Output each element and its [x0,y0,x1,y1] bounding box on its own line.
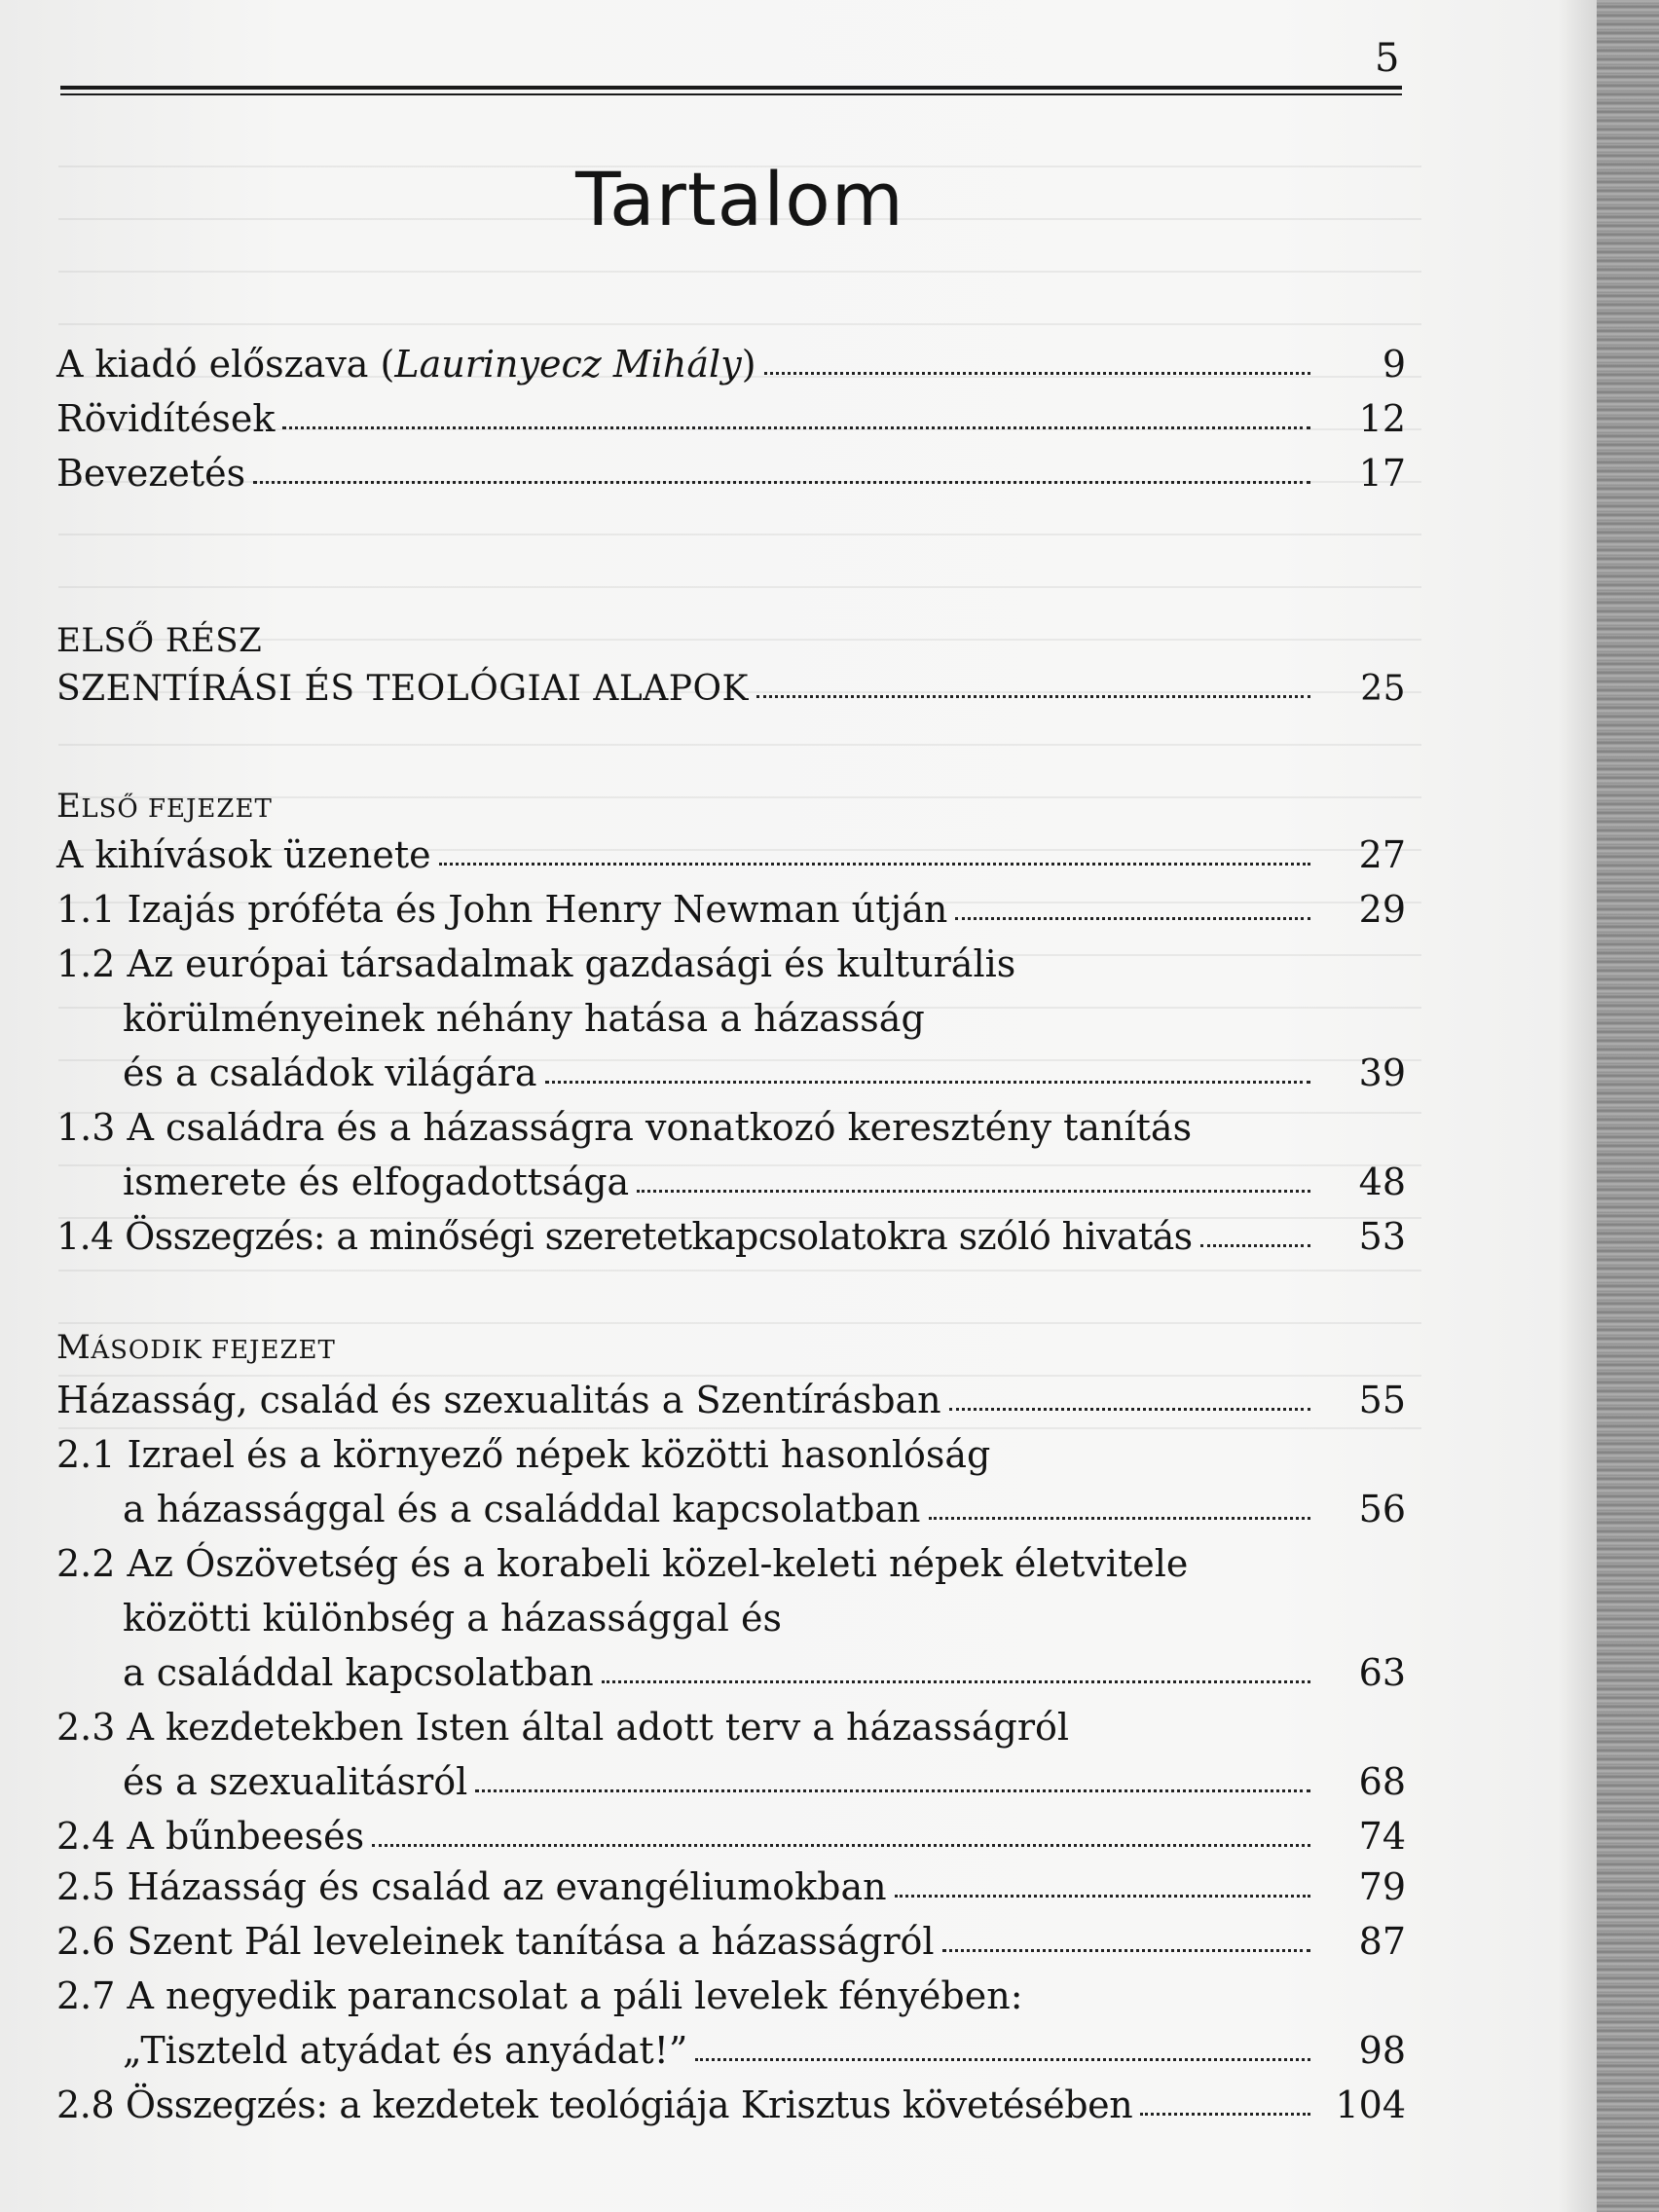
toc-entry-text: A negyedik parancsolat a páli levelek fényében: [127,1974,1023,2017]
chapter-label: MÁSODIK FEJEZET [56,1328,336,1367]
toc-entry-text: A bűnbeesés [127,1815,365,1858]
leader-dots [602,1680,1310,1683]
chapter-label: ELSŐ FEJEZET [56,787,273,826]
toc-page-number: 104 [1335,2083,1406,2126]
toc-entry-text: Izajás próféta és John Henry Newman útján [127,888,948,931]
leader-dots [637,1190,1310,1193]
section-number: 2.8 [56,2083,115,2126]
toc-entry-text: és a családok világára [123,1051,537,1094]
toc-page-number: 17 [1358,452,1406,495]
leader-dots [764,372,1310,375]
page-edge-shadow [1558,0,1597,2212]
background-fabric [1597,0,1659,2212]
toc-entry-2-2-line-1 [56,1540,1188,1587]
section-number: 1.1 [56,888,116,931]
toc-page-number: 68 [1358,1760,1406,1803]
toc-entry-part-one [56,666,1406,713]
page-title: Tartalom [575,156,904,242]
toc-entry-text: Az Ószövetség és a korabeli közel-keleti népek életvitele [127,1542,1189,1585]
toc-entry-1-4 [56,1213,1406,1260]
toc-entry-text: Rövidítések [56,397,276,440]
toc-entry-text: a családdal kapcsolatban [123,1651,594,1694]
toc-page-number: 48 [1358,1161,1406,1203]
leader-dots [253,481,1310,484]
toc-entry-chapter-two [56,1377,1406,1423]
toc-entry-text: A családra és a házasságra vonatkozó keresztény tanítás [127,1106,1193,1149]
toc-entry-chapter-one [56,831,1406,878]
toc-entry-preface [56,341,1406,387]
toc-entry-1-2 [123,1050,1406,1096]
toc-entry-text: Összegzés: a minőségi szeretetkapcsolatokra szóló hivatás [125,1215,1193,1258]
section-number: 2.7 [56,1974,116,2017]
leader-dots [756,695,1310,698]
leader-dots [282,426,1310,429]
toc-entry-1-3-line-1 [56,1104,1192,1151]
toc-page-number: 79 [1358,1865,1406,1908]
toc-entry-2-7 [123,2027,1406,2074]
toc-entry-2-1 [123,1486,1406,1532]
section-number: 2.3 [56,1706,116,1749]
section-number: 2.2 [56,1542,116,1585]
leader-dots [372,1844,1310,1847]
leader-dots [695,2058,1310,2061]
toc-page-number: 53 [1358,1215,1406,1258]
section-number: 1.4 [56,1215,114,1258]
toc-entry-1-2-line-2: körülményeinek néhány hatása a házasság [123,997,925,1040]
toc-entry-2-5 [56,1863,1406,1910]
leader-dots [895,1895,1310,1898]
toc-entry-text: Házasság és család az evangéliumokban [127,1865,887,1908]
toc-entry-2-4 [56,1813,1406,1860]
toc-page-number: 39 [1358,1051,1406,1094]
toc-page-number: 55 [1358,1379,1406,1421]
toc-entry-text: Szent Pál leveleinek tanítása a házasságról [127,1920,935,1963]
section-number: 1.3 [56,1106,116,1149]
toc-page-number: 98 [1358,2029,1406,2072]
toc-page-number: 9 [1382,343,1406,386]
toc-page-number: 74 [1358,1815,1406,1858]
toc-page-number: 12 [1358,397,1406,440]
toc-page-number: 27 [1358,833,1406,876]
section-number: 2.1 [56,1433,116,1476]
toc-entry-text-suffix: ) [741,343,756,386]
toc-entry-text: a házassággal és a családdal kapcsolatban [123,1488,921,1530]
toc-entry-2-1-line-1 [56,1431,990,1478]
leader-dots [1200,1244,1310,1247]
toc-entry-2-3-line-1 [56,1704,1069,1751]
section-number: 2.5 [56,1865,116,1908]
toc-entry-text: A kiadó előszava ( [56,343,395,386]
toc-page-number: 29 [1358,888,1406,931]
toc-entry-introduction [56,450,1406,497]
toc-entry-2-2-line-2: közötti különbség a házassággal és [123,1597,783,1640]
toc-entry-2-6 [56,1918,1406,1965]
toc-page-number: 63 [1358,1651,1406,1694]
leader-dots [545,1081,1310,1084]
toc-entry-2-3 [123,1758,1406,1805]
toc-entry-text: Az európai társadalmak gazdasági és kulturális [127,942,1016,985]
toc-entry-2-2 [123,1649,1406,1696]
toc-entry-text: Bevezetés [56,452,246,495]
toc-page-number: 56 [1358,1488,1406,1530]
leader-dots [1140,2113,1310,2116]
page-number: 5 [1375,36,1400,81]
section-number: 2.4 [56,1815,116,1858]
toc-entry-2-7-line-1 [56,1972,1023,2019]
toc-entry-text: Összegzés: a kezdetek teológiája Krisztus követésében [125,2083,1133,2126]
toc-entry-text: A kezdetekben Isten által adott terv a házasságról [127,1706,1070,1749]
part-title: SZENTÍRÁSI ÉS TEOLÓGIAI ALAPOK [56,669,749,709]
leader-dots [475,1789,1310,1792]
chapter-title: Házasság, család és szexualitás a Szentírásban [56,1379,941,1421]
toc-entry-text: Izrael és a környező népek közötti hasonlóság [127,1433,991,1476]
toc-entry-1-3 [123,1159,1406,1205]
toc-entry-text: „Tiszteld atyádat és anyádat!” [123,2029,688,2072]
toc-page-number: 87 [1358,1920,1406,1963]
toc-entry-text: ismerete és elfogadottsága [123,1161,630,1203]
section-number: 2.6 [56,1920,116,1963]
leader-dots [942,1949,1310,1952]
toc-entry-abbreviations [56,395,1406,442]
toc-entry-1-1 [56,886,1406,933]
part-label: ELSŐ RÉSZ [56,621,263,660]
leader-dots [949,1408,1310,1411]
chapter-title: A kihívások üzenete [56,833,431,876]
leader-dots [955,917,1310,920]
section-number: 1.2 [56,942,116,985]
leader-dots [439,863,1310,866]
toc-entry-author: Laurinyecz Mihály [394,343,742,386]
toc-entry-2-8 [56,2082,1406,2128]
toc-entry-1-2-line-1 [56,940,1015,987]
toc-entry-text: és a szexualitásról [123,1760,468,1803]
toc-page-number: 25 [1360,669,1406,709]
leader-dots [929,1517,1310,1520]
